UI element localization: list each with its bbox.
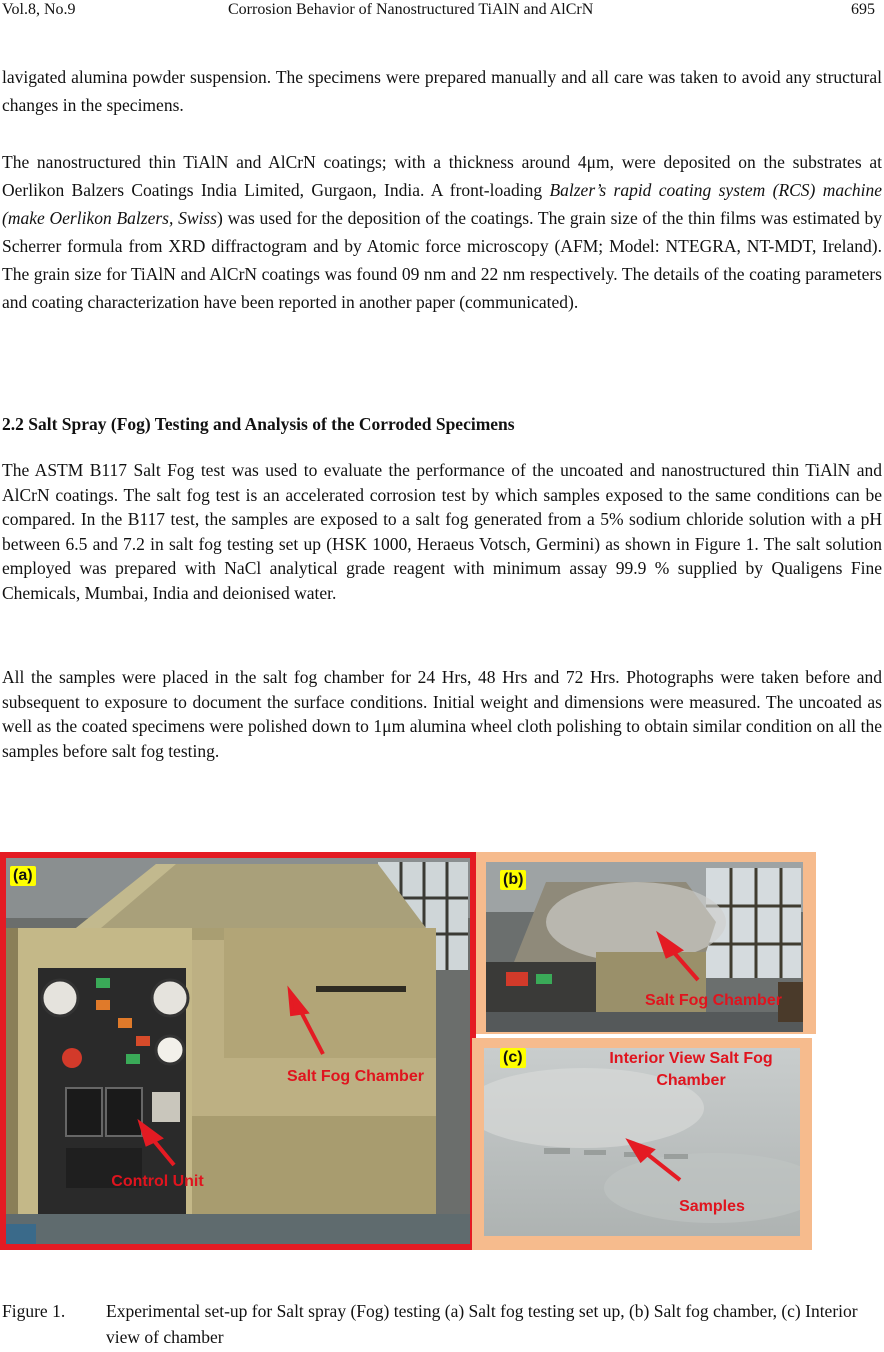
panel-a-arrows <box>0 852 476 1250</box>
label-salt-fog-chamber-a: Salt Fog Chamber <box>287 1068 424 1085</box>
running-header-volume: Vol.8, No.9 <box>2 1 76 18</box>
label-interior-view: Interior View Salt Fog Chamber <box>609 1050 773 1089</box>
page-number: 695 <box>851 1 875 18</box>
panel-b-tag: (b) <box>500 870 526 890</box>
arrowhead-salt-fog-chamber-a <box>290 992 306 1014</box>
arrowhead-salt-fog-chamber-b <box>660 936 680 956</box>
figure-caption-number: Figure 1. <box>2 1301 66 1321</box>
panel-c-arrows <box>472 1038 812 1250</box>
arrowhead-control-unit <box>141 1124 160 1144</box>
paragraph-3: The ASTM B117 Salt Fog test was used to evaluate the performance of the uncoated and nanostructured thin TiAlN and AlCrN coatings. The salt fog test is an accelerated corrosion test by which samples exposed to the same conditions can be compared. In the B117 test, the samples are exposed to a salt fog generated from a 5% sodium chloride solution with a pH between 6.5 and 7.2 in salt fog testing set up (HSK 1000, Heraeus Votsch, Germini) as shown in Figure 1. The salt solution employed was prepared with NaCl analytical grade reagent with minimum assay 99.9 % supplied by Qualigens Fine Chemicals, Mumbai, India and deionised water. <box>2 460 882 603</box>
panel-b-frame <box>476 852 816 1034</box>
paragraph-1: lavigated alumina powder suspension. The specimens were prepared manually and all care was taken to avoid any structural changes in the specimens. <box>2 67 882 115</box>
label-samples: Samples <box>679 1198 745 1215</box>
label-salt-fog-chamber-b: Salt Fog Chamber <box>645 992 782 1009</box>
paragraph-2-part-b: ) was used for the deposition of the coatings. The grain size of the thin films was estimated by Scherrer formula from XRD diffractogram and by Atomic force microscopy (AFM; Model: NTEGRA, NT-MDT, Ireland). The grain size for TiAlN and AlCrN coatings was found 09 nm and 22 nm respectively. The details of the coating parameters and coating characterization have been reported in another paper (communicated). <box>2 208 882 312</box>
running-header-title: Corrosion Behavior of Nanostructured TiAlN and AlCrN <box>228 1 594 18</box>
panel-c-tag: (c) <box>500 1048 526 1068</box>
paragraph-2 <box>2 148 882 316</box>
figure-1 <box>0 852 816 1250</box>
paragraph-2-part-a: The nanostructured thin TiAlN and AlCrN coatings; with a thickness around 4μm, were deposited on the substrates at Oerlikon Balzers Coatings India Limited, Gurgaon, India. A front-loading <box>2 152 882 200</box>
figure-caption-text: Experimental set-up for Salt spray (Fog) testing (a) Salt fog testing set up, (b) Salt fog chamber, (c) Interior view of chamber <box>106 1301 858 1347</box>
paragraph-2-italic: Balzer’s rapid coating system (RCS) machine (make Oerlikon Balzers, Swiss <box>2 180 883 228</box>
paragraph-4: All the samples were placed in the salt fog chamber for 24 Hrs, 48 Hrs and 72 Hrs. Photographs were taken before and subsequent to exposure to document the surface conditions. Initial weight and dimensions were measured. The uncoated as well as the coated specimens were polished down to 1μm alumina wheel cloth polishing to obtain similar condition on all the samples before salt fog testing. <box>2 667 882 761</box>
section-heading: 2.2 Salt Spray (Fog) Testing and Analysis of the Corroded Specimens <box>2 414 515 434</box>
panel-a-tag: (a) <box>10 866 36 886</box>
panel-a-frame <box>0 852 476 1250</box>
label-control-unit: Control Unit <box>111 1173 204 1190</box>
panel-c-frame <box>472 1038 812 1250</box>
